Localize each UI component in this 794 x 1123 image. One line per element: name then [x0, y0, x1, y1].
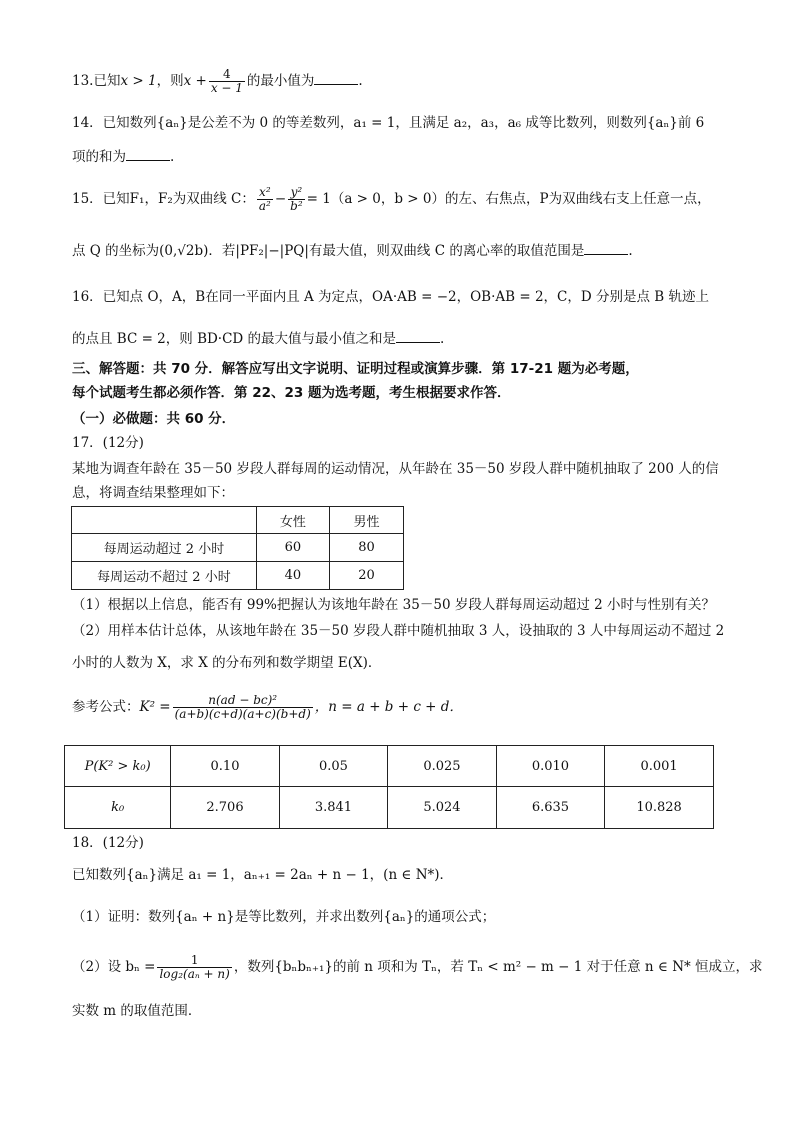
table-cell: 20: [329, 562, 403, 590]
survey-table: [71, 506, 404, 590]
question-18-given: 已知数列{aₙ}满足 a₁ = 1，aₙ₊₁ = 2aₙ + n − 1，(n ∈ N*)．: [72, 867, 454, 883]
table-cell: 60: [256, 534, 329, 562]
table-cell: 3.841: [279, 787, 387, 829]
question-14-line-1: 14．已知数列{aₙ}是公差不为 0 的等差数列，a₁ = 1，且满足 a₂，a₃，a₆ 成等比数列，则数列{aₙ}前 6: [72, 115, 705, 131]
answer-blank: [314, 72, 358, 85]
table-row: [65, 746, 714, 787]
question-15-line-2: 点 Q 的坐标为(0,√2b)．若|PF₂|−|PQ|有最大值，则双曲线 C 的离心率的取值范围是 .: [72, 243, 633, 259]
table-cell: 每周运动不超过 2 小时: [72, 562, 257, 590]
answer-blank: [584, 242, 628, 255]
table-row: [72, 562, 404, 590]
table-row-label: k₀: [65, 787, 171, 829]
question-16-line-2: 的点且 BC = 2，则 BD·CD 的最大值与最小值之和是 .: [72, 331, 445, 347]
table-cell: 2.706: [171, 787, 279, 829]
question-16-line-1: 16．已知点 O，A，B在同一平面内且 A 为定点，OA·AB = −2，OB·AB = 2，C，D 分别是点 B 轨迹上: [72, 289, 709, 305]
section-3-heading-line-2: 每个试题考生都必须作答．第 22、23 题为选考题，考生根据要求作答．: [72, 385, 511, 401]
table-cell: 0.10: [171, 746, 279, 787]
question-17-intro-line-1: 某地为调查年龄在 35－50 岁段人群每周的运动情况，从年龄在 35－50 岁段人群中随机抽取了 200 人的信: [72, 461, 719, 477]
table-row-label: P(K² > k₀): [65, 746, 171, 787]
table-cell: 80: [329, 534, 403, 562]
question-18-part-1: （1）证明：数列{aₙ + n}是等比数列，并求出数列{aₙ}的通项公式；: [72, 909, 496, 925]
table-row: [65, 787, 714, 829]
question-17-part-2-line-2: 小时的人数为 X，求 X 的分布列和数学期望 E(X)．: [72, 655, 382, 671]
table-cell: 0.010: [496, 746, 604, 787]
q13-fraction: $\frac{4}{x - 1}$: [210, 67, 243, 95]
table-cell: 5.024: [388, 787, 496, 829]
table-cell: 0.001: [605, 746, 714, 787]
q15-fraction-x: $\frac{\text{x²}}{\text{a²}}$: [258, 185, 271, 213]
table-header-male: 男性: [329, 507, 403, 534]
table-cell: 40: [256, 562, 329, 590]
table-cell: 0.05: [279, 746, 387, 787]
question-15-line-1: 15．已知F₁，F₂为双曲线 C： $\frac{\text{x²}}{\text{a²}}$ − $\frac{\text{y²}}{\text{b²}}$ = 1（a > 0，b > 0）的左、右焦点，P为双曲线右支上任意一点，: [72, 185, 711, 213]
table-header-female: 女性: [256, 507, 329, 534]
answer-blank: [396, 330, 440, 343]
critical-value-table: [64, 745, 714, 829]
table-cell: 0.025: [388, 746, 496, 787]
section-3-heading-line-1: 三、解答题：共 70 分．解答应写出文字说明、证明过程或演算步骤．第 17-21 题为必考题，: [72, 361, 639, 377]
question-18-header: 18．(12分): [72, 835, 144, 851]
question-17-part-2-line-1: （2）用样本估计总体，从该地年龄在 35－50 岁段人群中随机抽取 3 人，设抽取的 3 人中每周运动不超过 2: [72, 623, 725, 639]
table-cell: [72, 507, 257, 534]
question-13: 13.已知x > 1，则x + $\frac{4}{x - 1}$ 的最小值为 .: [72, 67, 363, 95]
question-18-part-2-line-1: （2）设 bₙ = $\frac{1}{\text{log₂(aₙ + n)}}$ ，数列{bₙbₙ₊₁}的前 n 项和为 Tₙ，若 Tₙ < m² − m − 1 对于任意 n ∈ N* 恒成立，求: [72, 953, 763, 981]
question-14-line-2: 项的和为 .: [72, 149, 175, 165]
table-cell: 6.635: [496, 787, 604, 829]
question-17-intro-line-2: 息，将调查结果整理如下：: [72, 485, 234, 501]
q13-number: 13.: [72, 73, 94, 89]
table-row: [72, 507, 404, 534]
table-cell: 10.828: [605, 787, 714, 829]
q15-fraction-y: $\frac{\text{y²}}{\text{b²}}$: [290, 185, 303, 213]
question-17-part-1: （1）根据以上信息，能否有 99%把握认为该地年龄在 35－50 岁段人群每周运动超过 2 小时与性别有关？: [72, 597, 715, 613]
formula-fraction: $\frac{\text{n(ad − bc)²}}{(a+b)(c+d)(a+c)(b+d)}$: [174, 693, 311, 721]
table-cell: 每周运动超过 2 小时: [72, 534, 257, 562]
question-18-part-2-line-2: 实数 m 的取值范围．: [72, 1003, 202, 1019]
q18-fraction: $\frac{1}{\text{log₂(aₙ + n)}}$: [159, 953, 230, 981]
answer-blank: [126, 148, 170, 161]
table-row: [72, 534, 404, 562]
reference-formula: 参考公式：K² = $\frac{\text{n(ad − bc)²}}{(a+b)(c+d)(a+c)(b+d)}$ ，n = a + b + c + d．: [72, 693, 463, 721]
section-3-subheading: （一）必做题：共 60 分．: [72, 411, 236, 427]
question-17-header: 17．(12分): [72, 435, 144, 451]
